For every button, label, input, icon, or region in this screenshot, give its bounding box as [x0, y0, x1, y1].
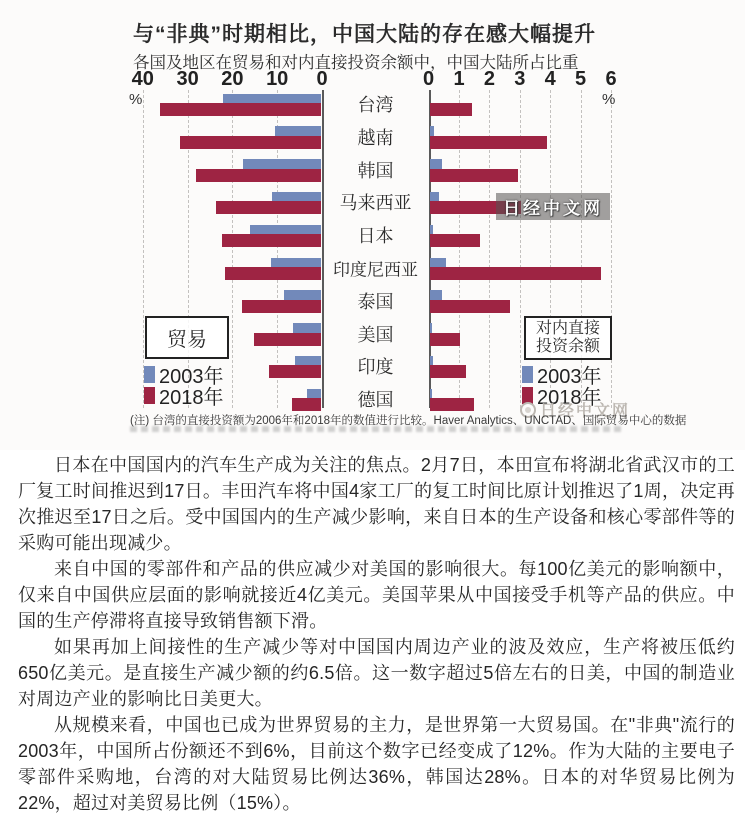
- article-paragraph: 来自中国的零部件和产品的供应减少对美国的影响很大。每100亿美元的影响额中，仅来自中国供应层面的影响就接近4亿美元。美国苹果从中国接受手机等产品的供应。中国的生产停滞将直接导致销售额下滑。: [18, 559, 735, 631]
- legend-label-fdi-2003: 2003年: [537, 365, 602, 388]
- axis-tick: 4: [544, 68, 556, 90]
- legend-swatch-fdi-2003: [522, 366, 533, 383]
- legend-label-2018: 2018年: [159, 386, 224, 409]
- fdi-bar-2003: [430, 159, 442, 169]
- trade-bar-2018: [292, 398, 321, 411]
- trade-bar-2003: [275, 126, 321, 136]
- fdi-bar-2003: [430, 225, 433, 235]
- fdi-bar-2018: [430, 103, 473, 116]
- legend-swatch-2018: [144, 387, 155, 404]
- left-axis-unit: %: [129, 91, 143, 108]
- legend-label-2003: 2003年: [159, 365, 224, 388]
- trade-bar-2003: [284, 290, 321, 300]
- fdi-bar-2003: [430, 290, 442, 300]
- category-label: 美国: [357, 324, 394, 345]
- legend-entry-trade-2018: [144, 386, 224, 409]
- legend-box-trade: [145, 316, 229, 359]
- chart-source-note: (注) 台湾的直接投资额为2006年和2018年的数值进行比较。Haver Analytics、UNCTAD、国际贸易中心的数据: [130, 415, 687, 427]
- trade-bar-2003: [272, 192, 321, 202]
- category-label: 越南: [357, 127, 394, 148]
- fdi-bar-2018: [430, 333, 460, 346]
- fdi-bar-2018: [430, 136, 547, 149]
- category-label: 台湾: [357, 95, 394, 115]
- axis-tick: 2: [483, 68, 495, 90]
- axis-tick: 30: [176, 68, 199, 90]
- fdi-bar-2018: [430, 398, 474, 411]
- trade-bar-2018: [242, 300, 321, 313]
- axis-tick: 3: [514, 68, 526, 90]
- watermark-nikkei-bottom-text: 日经中文网: [540, 403, 631, 420]
- fdi-bar-2018: [430, 365, 466, 378]
- legend-label-fdi-2018: 2018年: [537, 386, 602, 409]
- axis-tick: 1: [453, 68, 465, 90]
- article-paragraph: 从规模来看，中国也已成为世界贸易的主力，是世界第一大贸易国。在"非典"流行的2003年，中国所占份额还不到6%，目前这个数字已经变成了12%。作为大陆的主要电子零部件采购地，台湾的对大陆贸易比例达36%，韩国达28%。日本的对华贸易比例为22%，超过对美贸易比例（15%）。: [18, 715, 735, 813]
- fdi-bar-2003: [430, 356, 433, 366]
- trade-bar-2018: [222, 234, 321, 247]
- category-label: 印度尼西亚: [333, 260, 418, 280]
- trade-bar-2018: [254, 333, 321, 346]
- category-label: 印度: [357, 357, 394, 378]
- trade-bar-2003: [243, 159, 321, 169]
- fdi-bar-2003: [430, 126, 435, 136]
- trade-bar-2018: [180, 136, 321, 149]
- compression-ghost-line: [130, 426, 622, 432]
- fdi-bar-2003: [430, 258, 447, 268]
- watermark-nikkei-mid: 日经中文网: [496, 193, 610, 220]
- legend-fdi-title-line2: 投资余额: [535, 338, 600, 355]
- trade-bar-2003: [295, 356, 321, 366]
- trade-bar-2003: [223, 94, 321, 104]
- article-paragraph: 如果再加上间接性的生产减少等对中国国内周边产业的波及效应，生产将被压低约650亿美元。是直接生产减少额的约6.5倍。这一数字超过5倍左右的日美，中国的制造业对周边产业的影响比日美更大。: [18, 637, 735, 709]
- grid-line: [611, 90, 612, 408]
- trade-bar-2003: [293, 323, 321, 333]
- grid-line: [143, 90, 144, 408]
- legend-trade-title: 贸易: [167, 329, 207, 351]
- fdi-bar-2018: [430, 300, 511, 313]
- fdi-bar-2003: [430, 192, 439, 202]
- category-label: 日本: [357, 226, 394, 247]
- article-body: [0, 450, 745, 816]
- axis-tick: 5: [575, 68, 587, 90]
- trade-bar-2018: [160, 103, 321, 116]
- category-label: 德国: [357, 390, 394, 411]
- chart-subtitle: 各国及地区在贸易和对内直接投资余额中，中国大陆所占比重: [133, 54, 579, 72]
- legend-fdi-title-line1: 对内直接: [535, 320, 600, 337]
- category-label: 韩国: [357, 160, 394, 181]
- trade-bar-2018: [216, 201, 321, 214]
- fdi-bar-2018: [430, 234, 480, 247]
- axis-zero-line: [322, 90, 324, 408]
- trade-bar-2018: [269, 365, 321, 378]
- trade-bar-2018: [225, 267, 321, 280]
- axis-tick: 0: [316, 68, 328, 90]
- chart-title: 与“非典”时期相比，中国大陆的存在感大幅提升: [133, 23, 596, 46]
- trade-bar-2003: [307, 389, 321, 399]
- trade-bar-2003: [271, 258, 321, 268]
- category-label: 泰国: [357, 291, 394, 312]
- fdi-bar-2018: [430, 169, 518, 182]
- axis-tick: 20: [221, 68, 244, 90]
- fdi-bar-2003: [430, 323, 432, 333]
- article-paragraph: 日本在中国国内的汽车生产成为关注的焦点。2月7日，本田宣布将湖北省武汉市的工厂复工时间推迟到17日。丰田汽车将中国4家工厂的复工时间比原计划推迟了1周，决定再次推迟至17日之后。受中国国内的生产减少影响，来自日本的生产设备和核心零部件等的采购可能出现减少。: [18, 455, 735, 553]
- category-label: 马来西亚: [339, 193, 412, 214]
- axis-tick: 10: [266, 68, 289, 90]
- axis-tick: 6: [605, 68, 617, 90]
- fdi-bar-2018: [430, 267, 602, 280]
- trade-bar-2018: [196, 169, 321, 182]
- axis-tick: 0: [423, 68, 435, 90]
- axis-tick: 40: [131, 68, 154, 90]
- legend-swatch-2003: [144, 366, 155, 383]
- trade-bar-2003: [250, 225, 321, 235]
- fdi-bar-2003: [430, 389, 432, 399]
- right-axis-unit: %: [602, 91, 616, 108]
- legend-box-fdi: [524, 316, 612, 360]
